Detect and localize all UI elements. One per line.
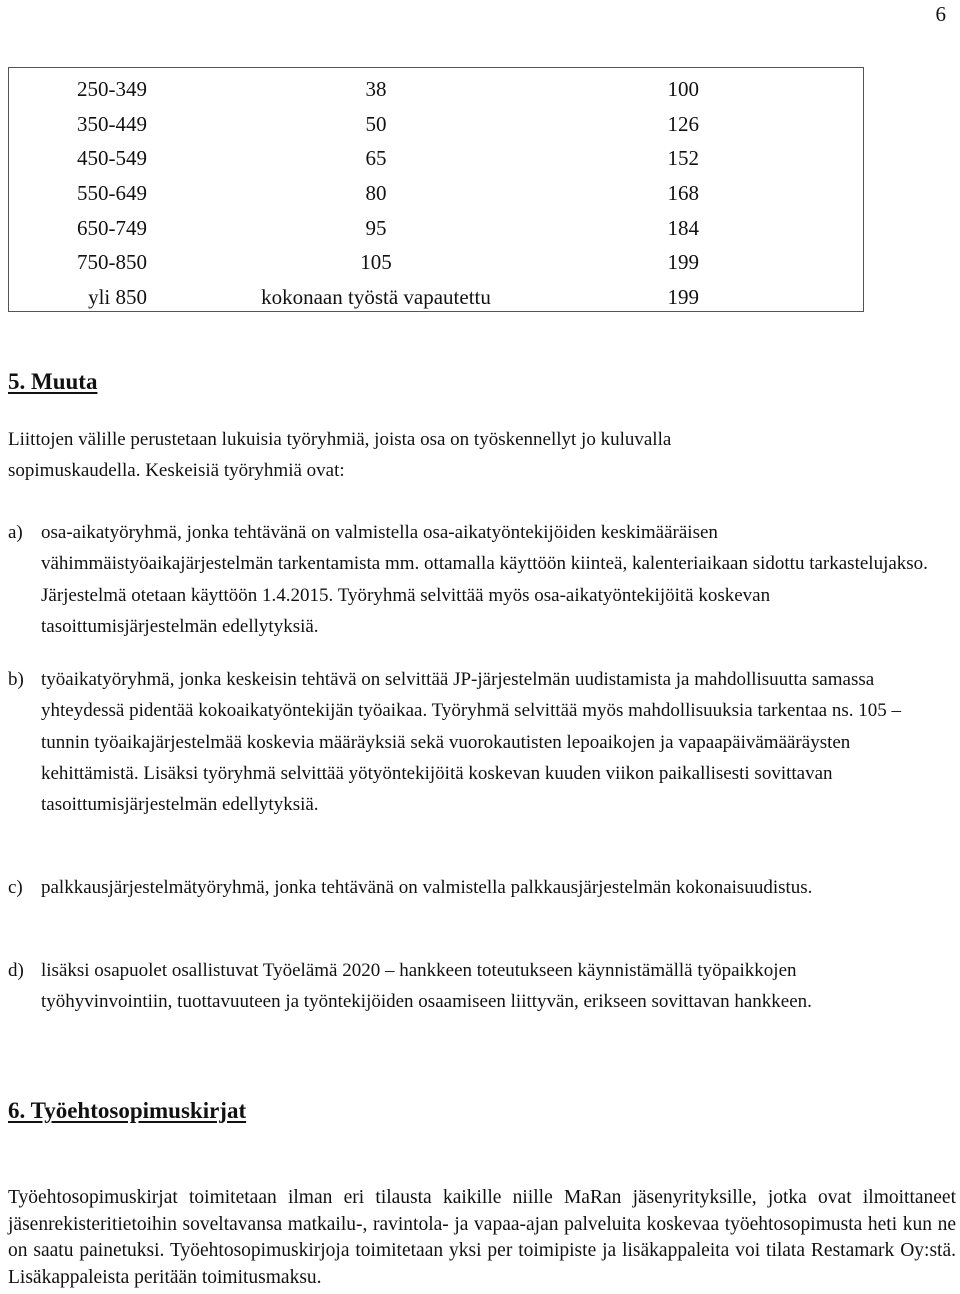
table-cell: 184	[667, 216, 699, 240]
page-number: 6	[935, 2, 946, 26]
intro-line: sopimuskaudella. Keskeisiä työryhmiä ovat:	[8, 460, 345, 481]
table-cell: kokonaan työstä vapautettu	[261, 285, 491, 309]
table-cell: 100	[667, 77, 699, 101]
table-row	[9, 112, 863, 146]
table-cell: 95	[365, 216, 387, 240]
list-marker: b)	[8, 669, 24, 690]
hours-table	[8, 67, 864, 312]
section-heading: 6. Työehtosopimuskirjat	[8, 1098, 247, 1123]
list-item-text: palkkausjärjestelmätyöryhmä, jonka tehtävänä on valmistella palkkausjärjestelmän kokonaisuudistus.	[41, 877, 813, 898]
body-paragraph: Työehtosopimuskirjat toimitetaan ilman eri tilausta kaikille niille MaRan jäsenyrityksille, jotka ovat ilmoittaneet jäsenrekisteritietoihin soveltavansa matkailu-, ravintola- ja vapaa-ajan palveluita koskevaa työehtosopimusta heti kun ne on saatu painetuksi. Työehtosopimuskirjoja toimitetaan yksi per toimipiste ja lisäkappaleita voi tilata Restamark Oy:stä. Lisäkappaleista peritään toimitusmaksu.	[8, 1187, 956, 1288]
table-cell: 250-349	[77, 77, 147, 101]
table-cell: 350-449	[77, 112, 147, 136]
table-cell: 38	[365, 77, 387, 101]
list-item-text: lisäksi osapuolet osallistuvat Työelämä 2020 – hankkeen toteutukseen käynnistämällä työpaikkojen työhyvinvointiin, tuottavuuteen ja työntekijöiden osaamiseen liittyvän, erikseen sovittavan hankkeen.	[41, 960, 812, 1013]
table-cell: 65	[365, 146, 387, 170]
table-row	[9, 77, 863, 111]
list-marker: d)	[8, 960, 24, 981]
table-cell: 50	[365, 112, 387, 136]
list-marker: a)	[8, 522, 23, 543]
table-row	[9, 285, 863, 319]
table-cell: yli 850	[88, 285, 147, 309]
intro-line: Liittojen välille perustetaan lukuisia työryhmiä, joista osa on työskennellyt jo kuluvalla	[8, 429, 672, 450]
list-marker: c)	[8, 877, 23, 898]
table-cell: 750-850	[77, 250, 147, 274]
table-cell: 650-749	[77, 216, 147, 240]
table-cell: 168	[667, 181, 699, 205]
table-cell: 550-649	[77, 181, 147, 205]
table-row	[9, 250, 863, 284]
list-item	[8, 517, 928, 642]
table-cell: 199	[667, 250, 699, 274]
list-item	[8, 664, 928, 820]
table-cell: 80	[365, 181, 387, 205]
section-heading: 5. Muuta	[8, 369, 98, 394]
table-cell: 105	[360, 250, 392, 274]
table-cell: 199	[667, 285, 699, 309]
list-item	[8, 872, 928, 903]
table-cell: 450-549	[77, 146, 147, 170]
table-row	[9, 216, 863, 250]
table-cell: 152	[667, 146, 699, 170]
table-row	[9, 181, 863, 215]
list-item	[8, 955, 928, 1018]
table-cell: 126	[667, 112, 699, 136]
list-item-text: osa-aikatyöryhmä, jonka tehtävänä on valmistella osa-aikatyöntekijöiden keskimääräisen vähimmäistyöaikajärjestelmän tarkentamista mm. ottamalla käyttöön kiinteä, kalenteriaikaan sidottu tarkastelujakso. Järjestelmä otetaan käyttöön 1.4.2015. Työryhmä selvittää myös osa-aikatyöntekijöitä koskevan tasoittumisjärjestelmän edellytyksiä.	[41, 522, 928, 637]
table-row	[9, 146, 863, 180]
list-item-text: työaikatyöryhmä, jonka keskeisin tehtävä on selvittää JP-järjestelmän uudistamista ja mahdollisuutta samassa yhteydessä pidentää kokoaikatyöntekijän työaikaa. Työryhmä selvittää myös mahdollisuuksia tarkentaa ns. 105 – tunnin työaikajärjestelmää koskevia määräyksiä sekä vuorokautisten lepoaikojen ja vapaapäivämääräysten kehittämistä. Lisäksi työryhmä selvittää yötyöntekijöitä koskevan kuuden viikon paikallisesti sovittavan tasoittumisjärjestelmän edellytyksiä.	[41, 669, 901, 816]
